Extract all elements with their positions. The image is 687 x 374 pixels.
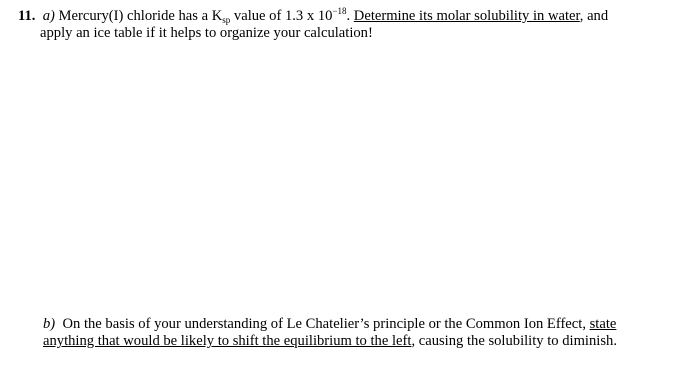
part-a-underlined-task: Determine its molar solubility in water: [353, 8, 580, 24]
part-a-line-2: apply an ice table if it helps to organize your calculation!: [40, 25, 373, 41]
question-11-part-a: [18, 8, 668, 42]
part-b-underlined-2: anything that would be likely to shift the equilibrium to the left: [43, 333, 412, 349]
part-b-underlined-1: state: [589, 316, 617, 332]
part-b-text-1: On the basis of your understanding of Le Chatelier’s principle or the Common Ion Effect,: [55, 316, 590, 332]
part-b-label: b): [43, 316, 56, 332]
question-11-part-b: [43, 316, 673, 350]
part-a-label: a): [42, 8, 55, 24]
ksp-exponent: −18: [332, 6, 347, 16]
part-a-text-2: value of 1.3 x 10: [230, 8, 333, 24]
part-b-line-1: [43, 316, 673, 333]
part-b-line-2: [43, 333, 673, 350]
part-a-text-3: .: [346, 8, 354, 24]
question-number: 11.: [18, 8, 36, 24]
part-b-text-2: , causing the solubility to diminish.: [411, 333, 617, 349]
part-a-text-4: , and: [579, 8, 609, 24]
part-a-line-1: [18, 8, 668, 25]
ksp-subscript: sp: [222, 15, 231, 25]
part-a-text-1: Mercury(I) chloride has a K: [54, 8, 223, 24]
